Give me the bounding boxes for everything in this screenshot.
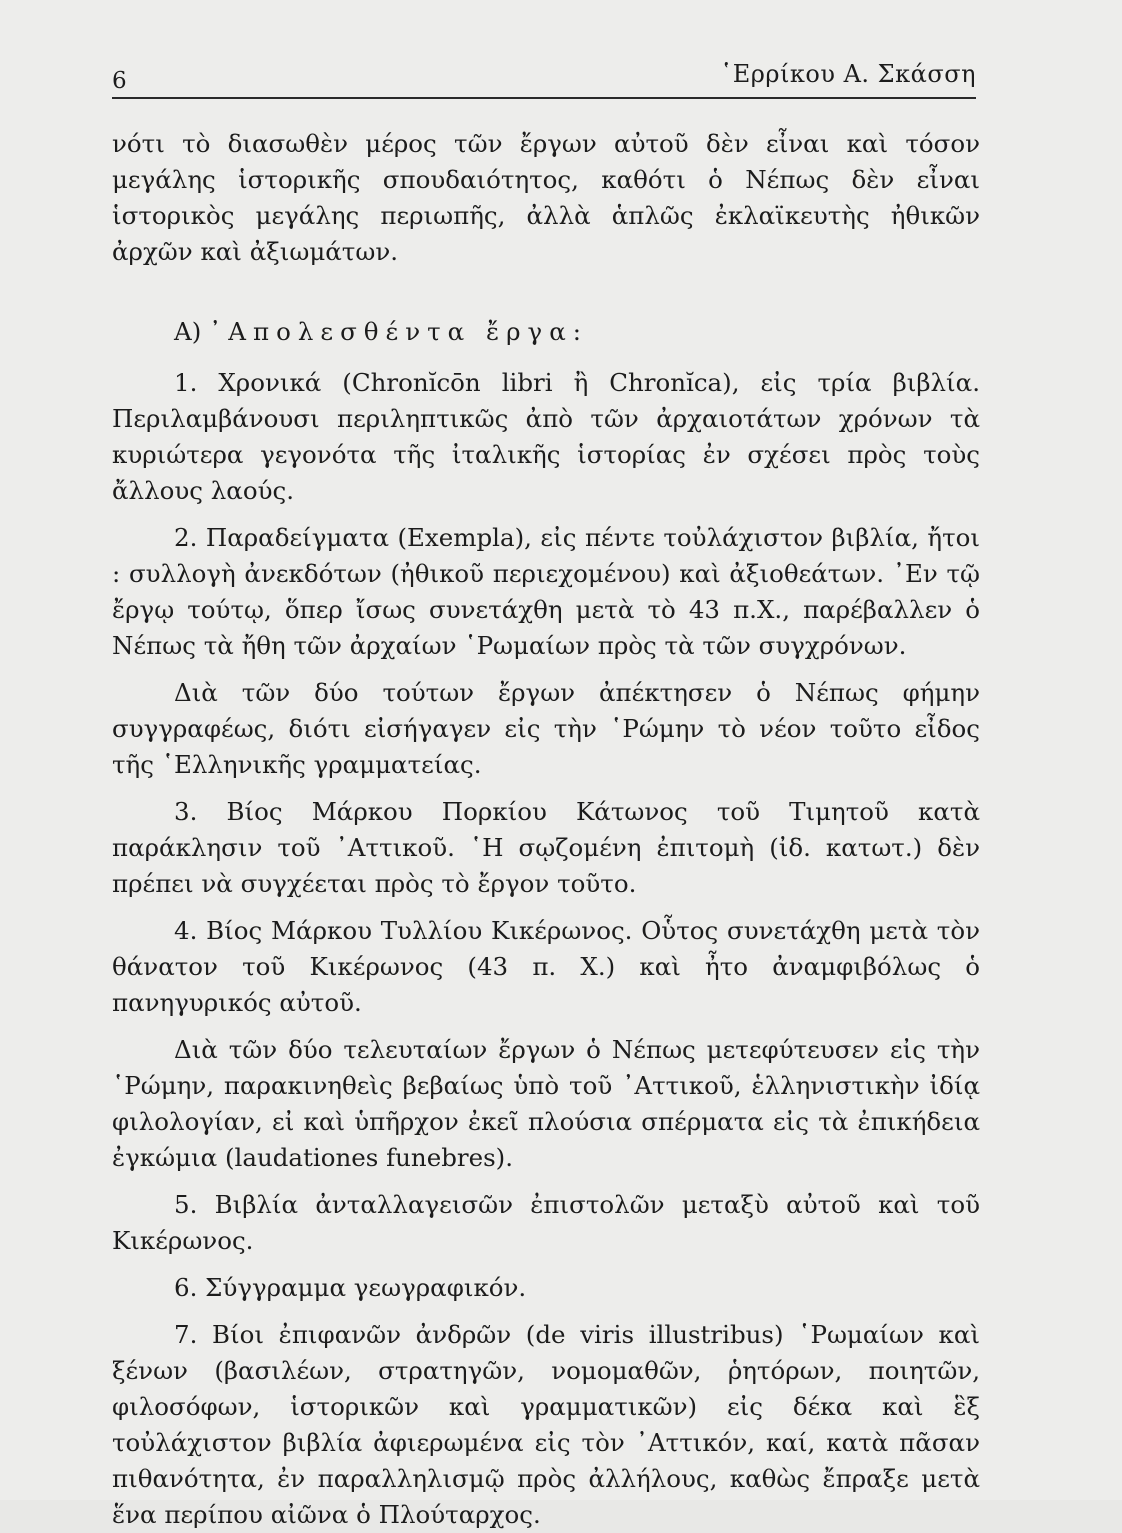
- list-item-7: 7. Βίοι ἐπιφανῶν ἀνδρῶν (de viris illustribus) ῾Ρωμαίων καὶ ξένων (βασιλέων, στρατηγῶν, νομομαθῶν, ῥητόρων, ποιητῶν, φιλοσόφων, ἱστορικῶν καὶ γραμματικῶν) εἰς δέκα καὶ ἓξ τοὐλάχιστον βιβλία ἀφιερωμένα εἰς τὸν ᾿Αττικόν, καί, κατὰ πᾶσαν πιθανότητα, ἐν παραλληλισμῷ πρὸς ἀλλήλους, καθὼς ἔπραξε μετὰ ἕνα περίπου αἰῶνα ὁ Πλούταρχος.: [112, 1320, 980, 1529]
- list-item-6: 6. Σύγγραμμα γεωγραφικόν.: [174, 1273, 527, 1302]
- section-heading-text: ᾿Απολεσθέντα ἔργα:: [209, 317, 589, 346]
- list-item-4: 4. Βίος Μάρκου Τυλλίου Κικέρωνος. Οὗτος συνετάχθη μετὰ τὸν θάνατον τοῦ Κικέρωνος (43 π. Χ.) καὶ ἦτο ἀναμφιβόλως ὁ πανηγυρικός αὐτοῦ.: [112, 916, 980, 1017]
- note-paragraph-2: Διὰ τῶν δύο τελευταίων ἔργων ὁ Νέπως μετεφύτευσεν εἰς τὴν ῾Ρώμην, παρακινηθεὶς βεβαίως ὑπὸ τοῦ ᾿Αττικοῦ, ἑλληνιστικὴν ἰδίᾳ φιλολογίαν, εἰ καὶ ὑπῆρχον ἐκεῖ πλούσια σπέρματα εἰς τὰ ἐπικήδεια ἐγκώμια (laudationes funebres).: [112, 1035, 980, 1172]
- section-heading: [112, 314, 980, 350]
- list-item-1: 1. Χρονικά (Chronĭcōn libri ἢ Chronĭca), εἰς τρία βιβλία. Περιλαμβάνουσι περιληπτικῶς ἀπὸ τῶν ἀρχαιοτάτων χρόνων τὰ κυριώτερα γεγονότα τῆς ἰταλικῆς ἱστορίας ἐν σχέσει πρὸς τοὺς ἄλλους λαούς.: [112, 368, 980, 505]
- section-heading-prefix: Α): [174, 317, 210, 346]
- page-body: [112, 126, 980, 1533]
- list-item-2: 2. Παραδείγματα (Exempla), εἰς πέντε τοὐλάχιστον βιβλία, ἤτοι : συλλογὴ ἀνεκδότων (ἠθικοῦ περιεχομένου) καὶ ἀξιοθεάτων. ᾿Εν τῷ ἔργῳ τούτῳ, ὅπερ ἴσως συνετάχθη μετὰ τὸ 43 π.Χ., παρέβαλλεν ὁ Νέπως τὰ ἤθη τῶν ἀρχαίων ῾Ρωμαίων πρὸς τὰ τῶν συγχρόνων.: [112, 523, 980, 660]
- list-item-3: 3. Βίος Μάρκου Πορκίου Κάτωνος τοῦ Τιμητοῦ κατὰ παράκλησιν τοῦ ᾿Αττικοῦ. ῾Η σῳζομένη ἐπιτομὴ (ἰδ. κατωτ.) δὲν πρέπει νὰ συγχέεται πρὸς τὸ ἔργον τοῦτο.: [112, 797, 980, 898]
- intro-paragraph: νότι τὸ διασωθὲν μέρος τῶν ἔργων αὐτοῦ δὲν εἶναι καὶ τόσον μεγάλης ἱστορικῆς σπουδαιότητος, καθότι ὁ Νέπως δὲν εἶναι ἱστορικὸς μεγάλης περιωπῆς, ἀλλὰ ἁπλῶς ἐκλαϊκευτὴς ἠθικῶν ἀρχῶν καὶ ἀξιωμάτων.: [112, 129, 980, 266]
- header-rule: [112, 97, 976, 99]
- list-item-5: 5. Βιβλία ἀνταλλαγεισῶν ἐπιστολῶν μεταξὺ αὐτοῦ καὶ τοῦ Κικέρωνος.: [112, 1190, 980, 1255]
- note-paragraph-1: Διὰ τῶν δύο τούτων ἔργων ἀπέκτησεν ὁ Νέπως φήμην συγγραφέως, διότι εἰσήγαγεν εἰς τὴν ῾Ρώμην τὸ νέον τοῦτο εἶδος τῆς ῾Ελληνικῆς γραμματείας.: [112, 678, 980, 779]
- page-header: [112, 58, 976, 92]
- page-number: 6: [112, 68, 127, 94]
- running-head: ῾Ερρίκου Α. Σκάσση: [720, 60, 976, 88]
